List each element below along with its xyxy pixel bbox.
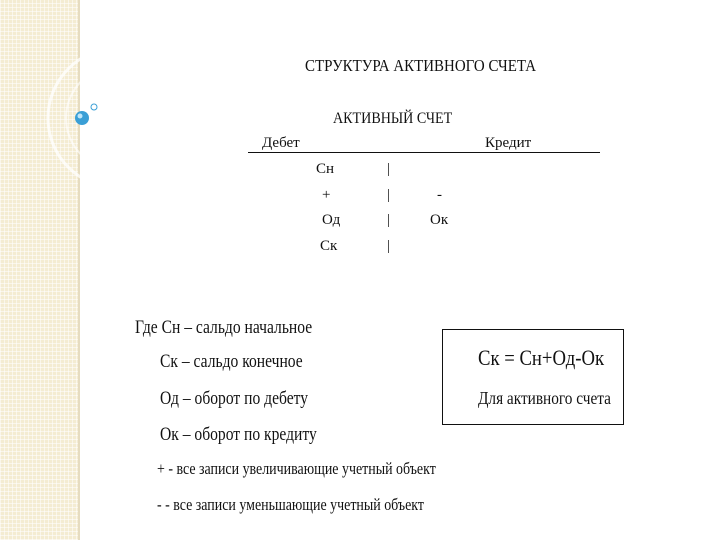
decorative-circles-ornament <box>0 0 120 200</box>
debit-row-turnover: Од <box>322 212 341 228</box>
formula-box <box>442 329 624 425</box>
legend-line-increase-entries: + - все записи увеличивающие учетный объект <box>157 459 436 478</box>
t-account-divider: | <box>387 187 391 203</box>
credit-row-minus: - <box>437 187 442 203</box>
legend-line-opening-balance: Где Сн – сальдо начальное <box>135 317 313 338</box>
closing-balance-formula: Ск = Сн+Од-Ок <box>478 345 605 370</box>
credit-label: Кредит <box>485 135 532 151</box>
credit-row-turnover: Ок <box>430 212 449 228</box>
legend-line-closing-balance: Ск – сальдо конечное <box>160 351 303 372</box>
small-ring-icon <box>91 104 97 110</box>
debit-row-closing-balance: Ск <box>320 238 338 254</box>
t-account-divider: | <box>387 212 391 228</box>
debit-row-plus: + <box>322 187 331 203</box>
t-account-divider: | <box>387 238 391 254</box>
account-title: АКТИВНЫЙ СЧЕТ <box>333 110 453 127</box>
legend-line-decrease-entries: - - все записи уменьшающие учетный объект <box>157 495 424 514</box>
legend-line-debit-turnover: Од – оборот по дебету <box>160 388 309 409</box>
formula-note: Для активного счета <box>478 388 611 408</box>
debit-label: Дебет <box>262 135 300 151</box>
t-account-divider: | <box>387 161 391 177</box>
blue-bullet-icon <box>75 111 89 125</box>
legend-line-credit-turnover: Ок – оборот по кредиту <box>160 424 317 445</box>
t-account-horizontal-line <box>248 152 600 153</box>
debit-row-opening-balance: Сн <box>316 161 335 177</box>
slide-title: СТРУКТУРА АКТИВНОГО СЧЕТА <box>305 56 537 75</box>
